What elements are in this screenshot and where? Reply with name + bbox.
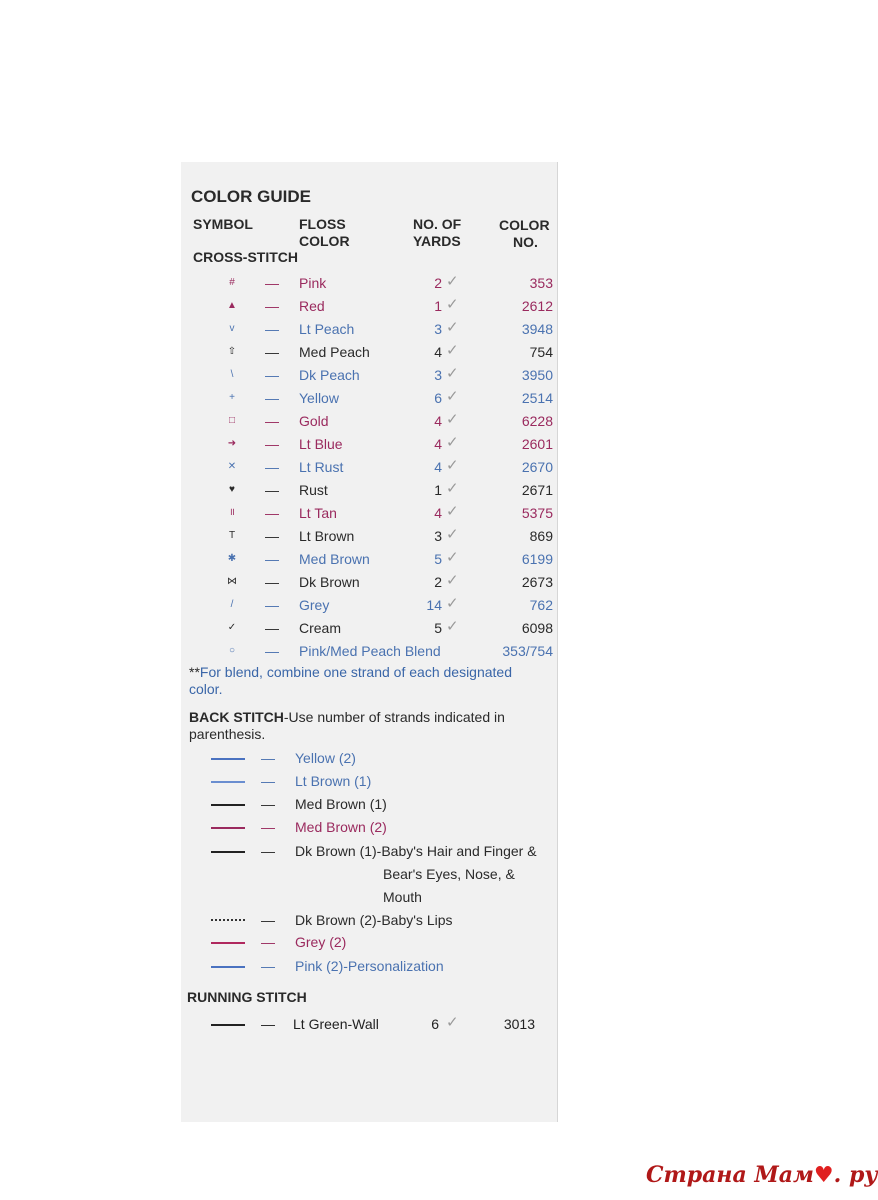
floss-color-name: Grey bbox=[299, 597, 330, 613]
checkmark-icon: ✓ bbox=[446, 273, 459, 290]
dash: — bbox=[265, 643, 279, 659]
yards: 3 bbox=[434, 321, 442, 337]
color-number: 6199 bbox=[521, 551, 553, 567]
hash-icon: # bbox=[229, 277, 235, 288]
yards: 3 bbox=[434, 528, 442, 544]
yards: 4 bbox=[434, 505, 442, 521]
back-stitch-label: Yellow (2) bbox=[295, 750, 356, 766]
page-title: COLOR GUIDE bbox=[191, 187, 311, 206]
cross-stitch-row bbox=[181, 275, 557, 298]
x-icon: ✕ bbox=[227, 461, 237, 472]
dash: — bbox=[261, 819, 275, 835]
cross-stitch-row bbox=[181, 505, 557, 528]
back-stitch-desc-2: parenthesis. bbox=[189, 726, 266, 742]
diagonal-bar-icon: \ bbox=[230, 369, 234, 380]
color-guide-sheet bbox=[181, 162, 558, 1122]
dash: — bbox=[265, 436, 279, 452]
back-stitch-label: Dk Brown (1)-Baby's Hair and Finger & bbox=[295, 843, 537, 859]
back-stitch-row bbox=[181, 819, 557, 842]
back-stitch-line bbox=[211, 758, 245, 760]
color-number: 3950 bbox=[521, 367, 553, 383]
back-stitch-label: Med Brown (2) bbox=[295, 819, 387, 835]
header-color-2: NO. bbox=[513, 234, 538, 250]
floss-color-name: Med Peach bbox=[299, 344, 370, 360]
floss-color-name: Lt Peach bbox=[299, 321, 355, 337]
cross-stitch-row bbox=[181, 597, 557, 620]
header-floss-1: FLOSS bbox=[299, 216, 346, 232]
back-stitch-row bbox=[181, 958, 557, 981]
dash: — bbox=[265, 367, 279, 383]
dash: — bbox=[265, 413, 279, 429]
checkmark-icon: ✓ bbox=[446, 572, 459, 589]
floss-color-name: Dk Brown bbox=[299, 574, 360, 590]
running-stitch-yards: 6 bbox=[431, 1016, 439, 1032]
color-number: 754 bbox=[529, 344, 553, 360]
dash: — bbox=[265, 597, 279, 613]
heart-icon: ♥ bbox=[229, 484, 235, 495]
header-symbol: SYMBOL bbox=[193, 216, 253, 232]
floss-color-name: Lt Brown bbox=[299, 528, 355, 544]
color-number: 353/754 bbox=[502, 643, 553, 659]
checkmark-icon: ✓ bbox=[446, 549, 459, 566]
triangle-icon: ▲ bbox=[227, 300, 237, 311]
header-color-1: COLOR bbox=[499, 217, 550, 233]
yards: 1 bbox=[434, 298, 442, 314]
watermark-suffix: . ру bbox=[833, 1162, 878, 1188]
square-icon: □ bbox=[228, 415, 236, 426]
cross-stitch-row bbox=[181, 643, 557, 666]
dash: — bbox=[261, 843, 275, 859]
bowtie-icon: ⋈ bbox=[227, 576, 237, 587]
cross-stitch-row bbox=[181, 551, 557, 574]
right-arrow-icon: ➜ bbox=[227, 438, 237, 449]
yards: 6 bbox=[434, 390, 442, 406]
floss-color-name: Gold bbox=[299, 413, 329, 429]
v-icon: v bbox=[229, 323, 235, 334]
color-number: 353 bbox=[529, 275, 553, 291]
blend-note-line-2: color. bbox=[189, 681, 223, 697]
back-stitch-heading bbox=[189, 709, 505, 726]
floss-color-name: Red bbox=[299, 298, 325, 314]
blend-note-line-1: **For blend, combine one strand of each designated bbox=[189, 664, 513, 680]
dash: — bbox=[265, 505, 279, 521]
back-stitch-label: Grey (2) bbox=[295, 934, 347, 950]
cross-stitch-row bbox=[181, 413, 557, 436]
dash: — bbox=[261, 796, 275, 812]
floss-color-name: Yellow bbox=[299, 390, 339, 406]
color-number: 6228 bbox=[521, 413, 553, 429]
header-yards-2: YARDS bbox=[413, 233, 461, 249]
dash: — bbox=[265, 275, 279, 291]
dash: — bbox=[265, 551, 279, 567]
back-stitch-label: Med Brown (1) bbox=[295, 796, 387, 812]
checkmark-icon: ✓ bbox=[446, 618, 459, 635]
back-stitch-label: Dk Brown (2)-Baby's Lips bbox=[295, 912, 453, 928]
cross-stitch-row bbox=[181, 482, 557, 505]
color-number: 869 bbox=[529, 528, 553, 544]
floss-color-name: Pink bbox=[299, 275, 327, 291]
watermark-text: Страна Мам bbox=[646, 1162, 814, 1188]
plus-icon: + bbox=[229, 392, 235, 403]
color-number: 2612 bbox=[521, 298, 553, 314]
color-number: 2601 bbox=[521, 436, 553, 452]
back-stitch-label: BACK STITCH bbox=[189, 709, 284, 725]
running-stitch-name: Lt Green-Wall bbox=[293, 1016, 379, 1032]
running-stitch-row bbox=[181, 1016, 557, 1039]
back-stitch-line bbox=[211, 919, 245, 921]
yards: 5 bbox=[434, 620, 442, 636]
back-stitch-continuation-1: Bear's Eyes, Nose, & bbox=[383, 866, 515, 882]
checkmark-icon: ✓ bbox=[446, 503, 459, 520]
dash: — bbox=[265, 298, 279, 314]
dash: — bbox=[261, 912, 275, 928]
checkmark-icon: ✓ bbox=[446, 319, 459, 336]
checkmark-icon: ✓ bbox=[446, 342, 459, 359]
yards: 4 bbox=[434, 413, 442, 429]
back-stitch-line bbox=[211, 781, 245, 783]
checkmark-icon: ✓ bbox=[446, 526, 459, 543]
floss-color-name: Lt Tan bbox=[299, 505, 337, 521]
dash: — bbox=[265, 574, 279, 590]
color-number: 762 bbox=[529, 597, 553, 613]
back-stitch-line bbox=[211, 851, 245, 853]
checkmark-icon: ✓ bbox=[446, 388, 459, 405]
floss-color-name: Pink/Med Peach Blend bbox=[299, 643, 441, 659]
yards: 2 bbox=[434, 275, 442, 291]
cross-stitch-row bbox=[181, 298, 557, 321]
yards: 2 bbox=[434, 574, 442, 590]
dash: — bbox=[265, 321, 279, 337]
running-stitch-line bbox=[211, 1024, 245, 1026]
t-icon: T bbox=[228, 530, 236, 541]
checkmark-icon: ✓ bbox=[446, 296, 459, 313]
floss-color-name: Lt Rust bbox=[299, 459, 344, 475]
yards: 4 bbox=[434, 436, 442, 452]
checkmark-icon: ✓ bbox=[446, 434, 459, 451]
heart-icon: ♥ bbox=[813, 1162, 834, 1188]
header-yards-1: NO. OF bbox=[413, 216, 462, 232]
dash: — bbox=[261, 773, 275, 789]
checkmark-icon: ✓ bbox=[446, 365, 459, 382]
checkmark-icon: ✓ bbox=[446, 457, 459, 474]
cross-stitch-row bbox=[181, 574, 557, 597]
back-stitch-continuation-2: Mouth bbox=[383, 889, 422, 905]
back-stitch-line bbox=[211, 804, 245, 806]
asterisk-icon: ✱ bbox=[227, 553, 237, 564]
running-stitch-number: 3013 bbox=[503, 1016, 535, 1032]
yards: 3 bbox=[434, 367, 442, 383]
dash: — bbox=[265, 390, 279, 406]
color-number: 5375 bbox=[521, 505, 553, 521]
cross-stitch-row bbox=[181, 321, 557, 344]
back-stitch-line bbox=[211, 966, 245, 968]
back-stitch-row bbox=[181, 843, 557, 866]
back-stitch-row bbox=[181, 912, 557, 935]
section-running-stitch: RUNNING STITCH bbox=[187, 989, 307, 1005]
yards: 4 bbox=[434, 344, 442, 360]
back-stitch-label: Pink (2)-Personalization bbox=[295, 958, 444, 974]
floss-color-name: Dk Peach bbox=[299, 367, 360, 383]
double-bar-icon: ॥ bbox=[229, 507, 235, 518]
cross-stitch-row bbox=[181, 390, 557, 413]
dash: — bbox=[265, 344, 279, 360]
back-stitch-line bbox=[211, 942, 245, 944]
color-number: 2670 bbox=[521, 459, 553, 475]
cross-stitch-row bbox=[181, 367, 557, 390]
floss-color-name: Rust bbox=[299, 482, 328, 498]
dash: — bbox=[265, 459, 279, 475]
cross-stitch-row bbox=[181, 459, 557, 482]
back-stitch-desc: -Use number of strands indicated in bbox=[283, 709, 505, 725]
checkmark-icon: ✓ bbox=[227, 622, 237, 633]
watermark bbox=[646, 1162, 878, 1188]
up-arrow-icon: ⇧ bbox=[227, 346, 237, 357]
floss-color-name: Cream bbox=[299, 620, 342, 636]
cross-stitch-row bbox=[181, 528, 557, 551]
checkmark-icon: ✓ bbox=[446, 595, 459, 612]
floss-color-name: Med Brown bbox=[299, 551, 370, 567]
color-number: 6098 bbox=[521, 620, 553, 636]
floss-color-name: Lt Blue bbox=[299, 436, 343, 452]
yards: 4 bbox=[434, 459, 442, 475]
cross-stitch-row bbox=[181, 344, 557, 367]
dash: — bbox=[261, 934, 275, 950]
dash: — bbox=[261, 750, 275, 766]
back-stitch-row bbox=[181, 750, 557, 773]
dash: — bbox=[261, 1016, 275, 1032]
section-cross-stitch: CROSS-STITCH bbox=[193, 249, 298, 265]
circle-icon: ○ bbox=[228, 645, 236, 656]
dash: — bbox=[265, 528, 279, 544]
color-number: 2673 bbox=[521, 574, 553, 590]
yards: 5 bbox=[434, 551, 442, 567]
color-number: 2514 bbox=[521, 390, 553, 406]
dash: — bbox=[265, 482, 279, 498]
back-stitch-label: Lt Brown (1) bbox=[295, 773, 372, 789]
checkmark-icon: ✓ bbox=[446, 411, 459, 428]
yards: 14 bbox=[426, 597, 442, 613]
slash-icon: / bbox=[230, 599, 234, 610]
yards: 1 bbox=[434, 482, 442, 498]
back-stitch-row bbox=[181, 773, 557, 796]
dash: — bbox=[261, 958, 275, 974]
dash: — bbox=[265, 620, 279, 636]
color-number: 2671 bbox=[521, 482, 553, 498]
cross-stitch-row bbox=[181, 620, 557, 643]
checkmark-icon: ✓ bbox=[446, 480, 459, 497]
checkmark-icon: ✓ bbox=[446, 1014, 459, 1031]
back-stitch-line bbox=[211, 827, 245, 829]
back-stitch-row bbox=[181, 796, 557, 819]
color-number: 3948 bbox=[521, 321, 553, 337]
back-stitch-row bbox=[181, 934, 557, 957]
cross-stitch-row bbox=[181, 436, 557, 459]
header-floss-2: COLOR bbox=[299, 233, 350, 249]
